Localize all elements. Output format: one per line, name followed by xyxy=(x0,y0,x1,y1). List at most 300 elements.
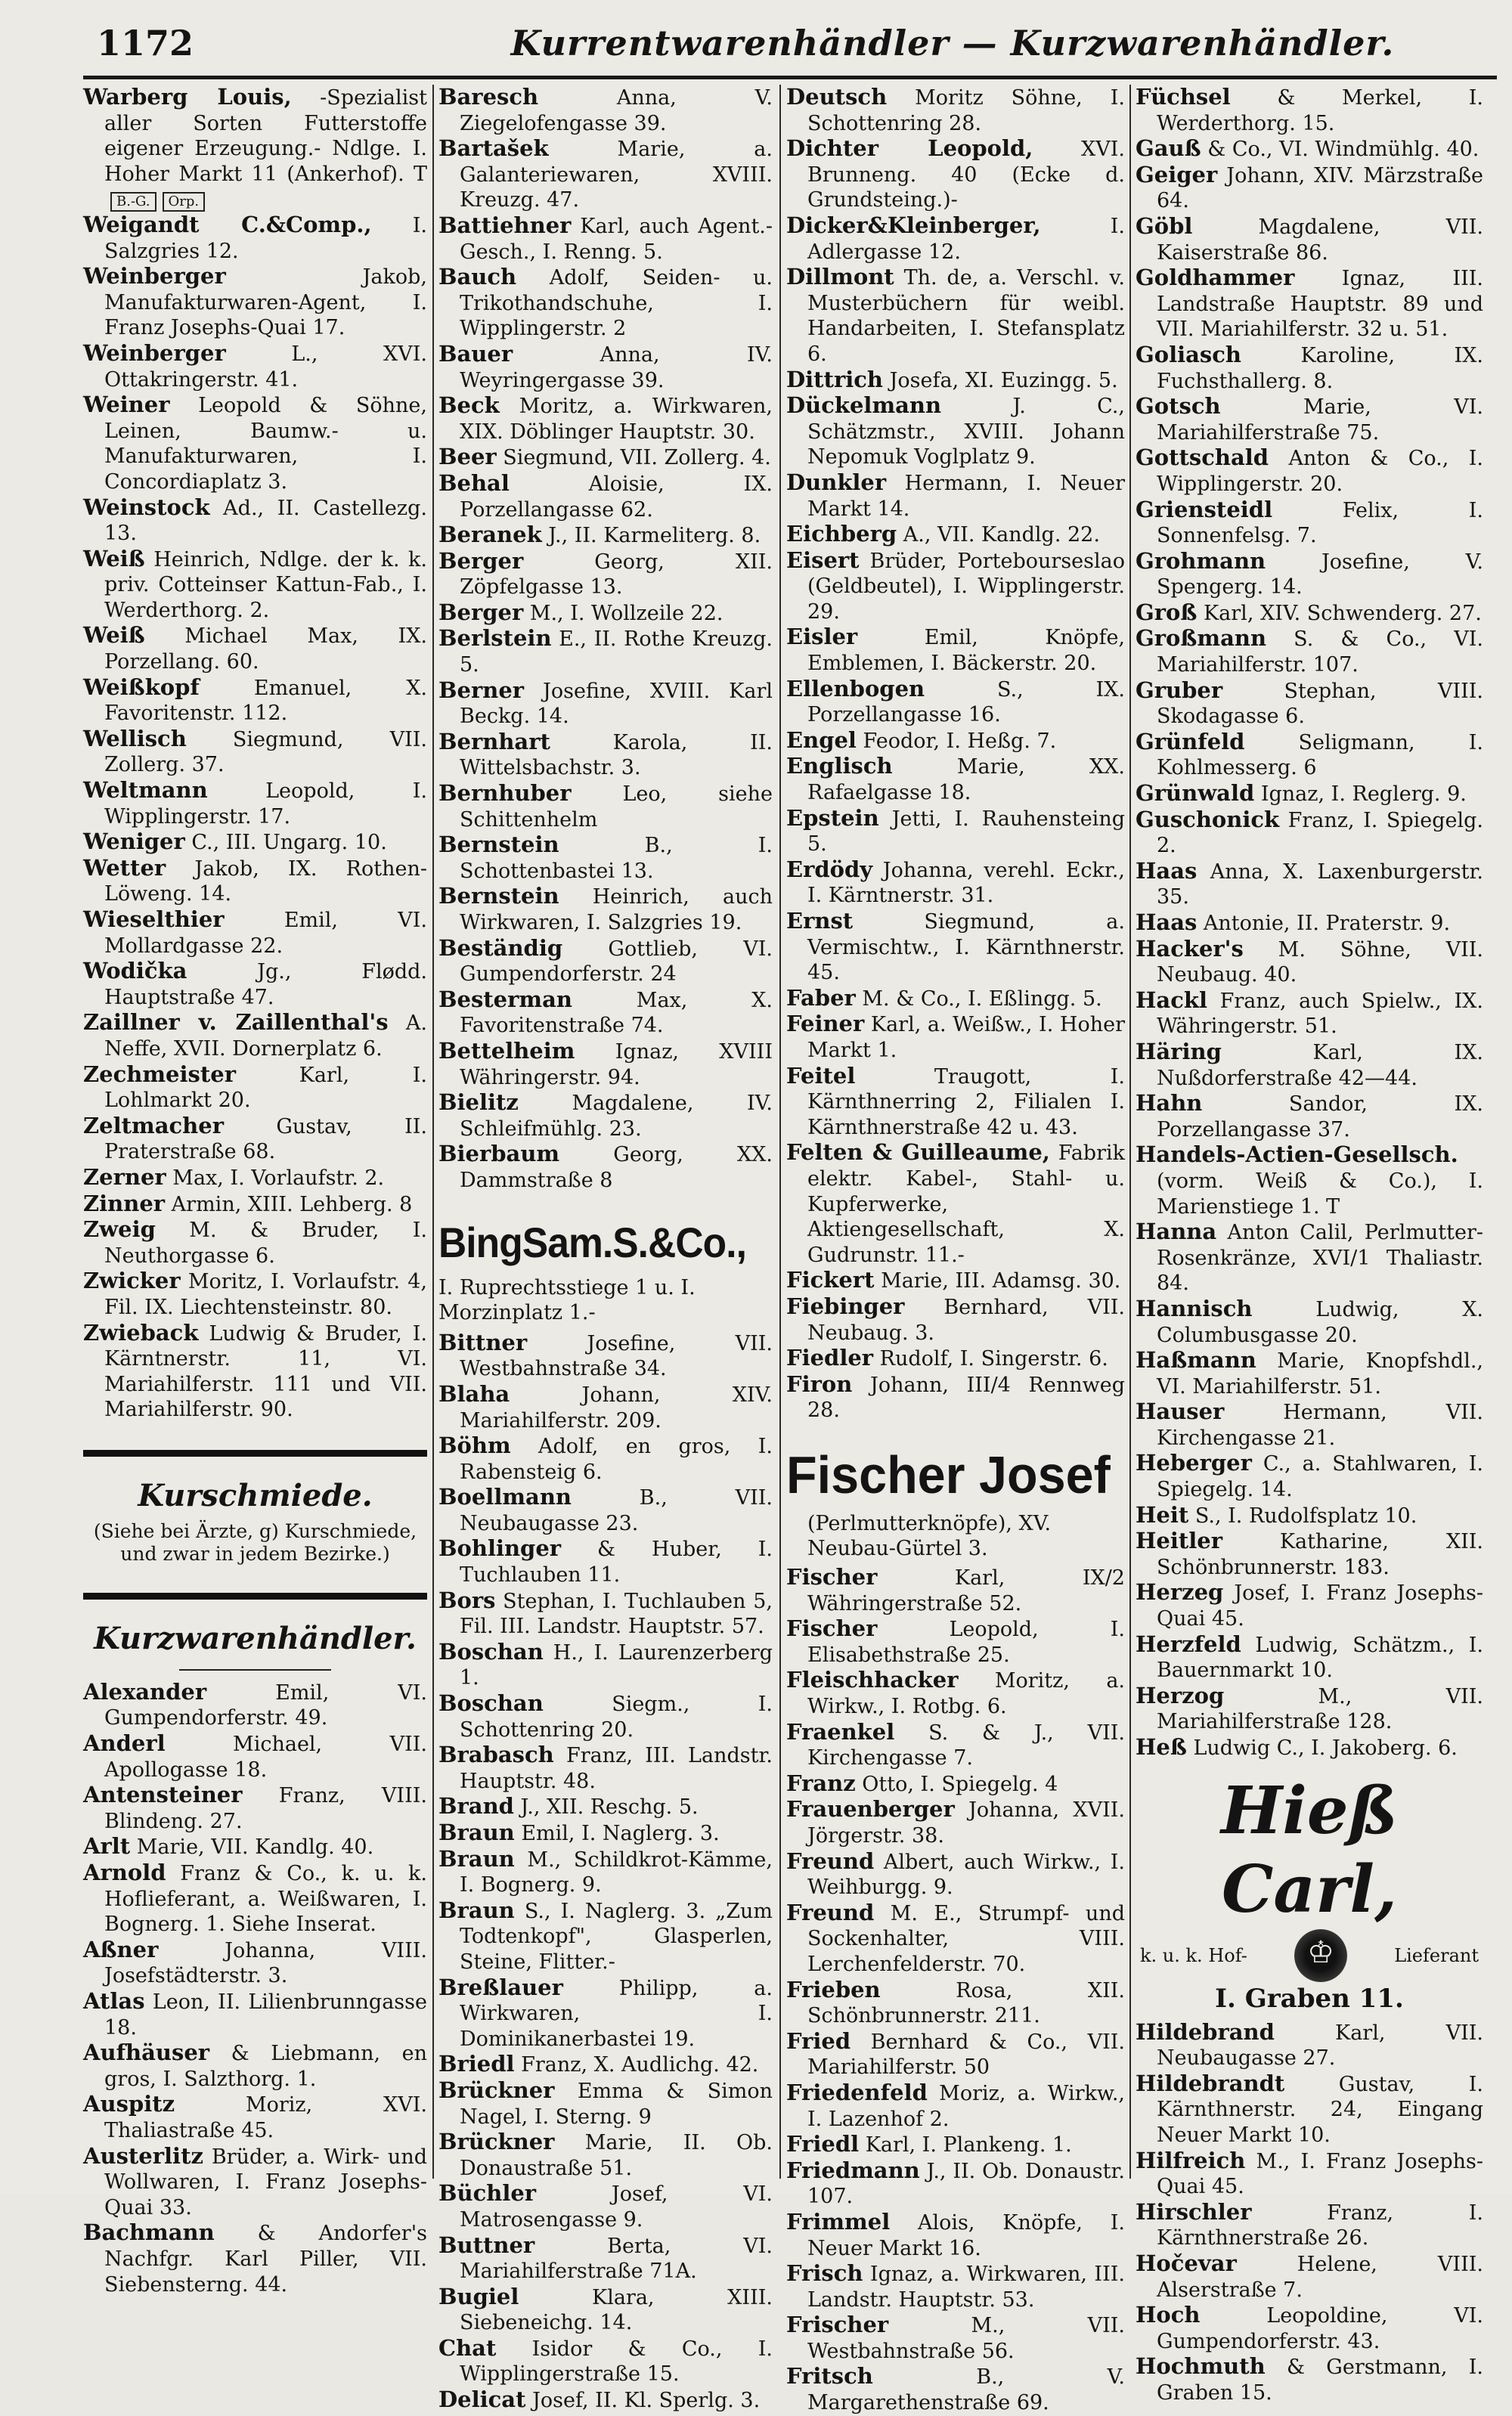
directory-entry xyxy=(83,1165,427,1191)
directory-entry xyxy=(438,1820,773,1847)
directory-entry xyxy=(438,2284,773,2336)
entry-details: Magdalene, IV. Schleifmühlg. 23. xyxy=(460,1092,773,1141)
entry-details: Marie, a. Galanteriewaren, XVIII. Kreuzg. 47. xyxy=(460,138,773,212)
directory-entry xyxy=(786,1294,1125,1346)
directory-entry xyxy=(83,392,427,494)
entry-details: Moriz, a. Wirkw., I. Lazenhof 2. xyxy=(807,2081,1125,2131)
directory-entry xyxy=(83,2220,427,2297)
entry-name: Erdödy xyxy=(786,856,873,882)
entry-details: Leopoldine, VI. Gumpendorferstr. 43. xyxy=(1157,2304,1483,2353)
entry-details: Karl, I. Plankeng. 1. xyxy=(859,2133,1072,2157)
entry-details: Moritz Söhne, I. Schottenring 28. xyxy=(807,86,1125,135)
entry-name: Feitel xyxy=(786,1062,856,1089)
entry-name: Fleischhacker xyxy=(786,1667,959,1693)
entry-name: Zeltmacher xyxy=(83,1112,224,1138)
directory-entry xyxy=(786,2029,1125,2080)
entry-details: Marie, VII. Kandlg. 40. xyxy=(130,1835,374,1860)
entry-name: Bernhart xyxy=(438,728,550,754)
entry-name: Hoch xyxy=(1136,2302,1201,2328)
directory-entry xyxy=(438,2336,773,2387)
directory-entry xyxy=(438,781,773,832)
entry-details: Adolf, Seiden- u. Trikothandschuhe, I. Wipplingerstr. 2 xyxy=(460,266,773,341)
entry-details: Aloisie, IX. Porzellangasse 62. xyxy=(460,472,773,522)
entry-name: Frisch xyxy=(786,2260,863,2287)
entry-details: Siegm., I. Schottenring 20. xyxy=(460,1693,773,1742)
entry-details: Ludwig & Bruder, I. Kärntnerstr. 11, VI. Mariahilferstr. 111 und VII. Mariahilferstr. 90. xyxy=(104,1321,427,1422)
entry-details: I. Salzgries 12. xyxy=(104,213,427,263)
entry-name: Brand xyxy=(438,1793,514,1820)
entry-details: Feodor, I. Heßg. 7. xyxy=(856,729,1057,753)
directory-entry xyxy=(438,471,773,522)
entry-name: Geiger xyxy=(1136,161,1218,187)
directory-entry xyxy=(1136,85,1483,136)
directory-entry xyxy=(83,2092,427,2143)
entry-details: Johann, XIV. Mariahilferstr. 209. xyxy=(460,1383,773,1433)
entry-details: Ignaz, XVIII Währingerstr. 94. xyxy=(460,1039,773,1089)
entry-name: Anderl xyxy=(83,1730,166,1757)
directory-entry xyxy=(1136,2354,1483,2405)
entry-details: Felix, I. Sonnenfelsg. 7. xyxy=(1157,498,1483,548)
directory-entry xyxy=(786,754,1125,805)
entry-details: Johann, XIV. Märzstraße 64. xyxy=(1157,163,1483,213)
entry-name: Frieben xyxy=(786,1976,881,2002)
directory-entry xyxy=(1136,1039,1483,1091)
directory-entry xyxy=(1136,394,1483,445)
entry-details: Traugott, I. Kärnthnerring 2, Filialen I. Kärnthnerstraße 42 u. 43. xyxy=(807,1064,1125,1139)
directory-entry xyxy=(1136,136,1483,163)
entry-details: Bernhard & Co., VII. Mariahilferstr. 50 xyxy=(807,2030,1125,2080)
advertisement-fischer-address: (Perlmutterknöpfe), XV. Neubau-Gürtel 3. xyxy=(807,1511,1052,1561)
directory-entry xyxy=(1136,1091,1483,1142)
column-divider xyxy=(432,85,434,2179)
directory-entry xyxy=(786,548,1125,625)
entry-details: Karl, a. Weißw., I. Hoher Markt 1. xyxy=(807,1013,1125,1062)
directory-entry xyxy=(786,265,1125,367)
directory-entry xyxy=(786,1797,1125,1848)
entry-name: Wodička xyxy=(83,958,187,984)
entry-name: Berner xyxy=(438,677,525,703)
entry-list xyxy=(786,1565,1125,2416)
directory-entry xyxy=(786,986,1125,1012)
entry-name: Freund xyxy=(786,1899,875,1925)
entry-name: Frischer xyxy=(786,2312,889,2338)
directory-entry xyxy=(786,1268,1125,1294)
entry-details: S. & J., VII. Kirchengasse 7. xyxy=(807,1721,1125,1770)
column-1 xyxy=(83,84,427,2297)
entry-details: Emanuel, X. Favoritenstr. 112. xyxy=(104,676,427,726)
entry-name: Hirschler xyxy=(1136,2198,1252,2225)
entry-details: M., VII. Mariahilferstraße 128. xyxy=(1157,1684,1483,1734)
entry-details: Marie, Knopfshdl., VI. Mariahilferstr. 51. xyxy=(1157,1349,1483,1398)
directory-entry xyxy=(1136,1632,1483,1683)
entry-name: Bugiel xyxy=(438,2283,519,2309)
entry-details: M. & Bruder, I. Neuthorgasse 6. xyxy=(104,1219,427,1268)
advertisement-bingsam-address: I. Ruprechtsstiege 1 u. I. Morzinplatz 1.- xyxy=(438,1275,696,1325)
entry-details: Ignaz, I. Reglerg. 9. xyxy=(1254,782,1467,807)
entry-details: Franz, I. Kärnthnerstraße 26. xyxy=(1157,2201,1483,2250)
entry-details: Josefa, XI. Euzingg. 5. xyxy=(883,368,1118,392)
directory-entry xyxy=(83,1834,427,1860)
entry-name: Ellenbogen xyxy=(786,675,925,702)
directory-entry xyxy=(1136,910,1483,937)
entry-details: Josef, I. Franz Josephs-Quai 45. xyxy=(1157,1581,1483,1631)
directory-entry xyxy=(438,2078,773,2129)
entry-details: Moritz, a. Wirkwaren, XIX. Döblinger Hauptstr. 30. xyxy=(460,395,773,444)
entry-details: Josefine, V. Spengerg. 14. xyxy=(1157,550,1483,599)
entry-details: Karl, IX/2 Währingerstraße 52. xyxy=(807,1566,1125,1615)
entry-name: Handels-Actien-Gesellsch. xyxy=(1136,1141,1458,1168)
entry-name: Berger xyxy=(438,599,524,625)
entry-name: Goldhammer xyxy=(1136,265,1295,291)
entry-name: Weiner xyxy=(83,392,170,418)
directory-entry xyxy=(786,2158,1125,2210)
directory-entry xyxy=(438,1330,773,1382)
entry-details: Klara, XIII. Siebeneichg. 14. xyxy=(460,2285,773,2335)
entry-name: Dicker&Kleinberger, xyxy=(786,212,1041,238)
entry-name: Grohmann xyxy=(1136,547,1266,574)
entry-name: Zweig xyxy=(83,1216,156,1243)
entry-details: Gustav, II. Praterstraße 68. xyxy=(104,1114,427,1164)
entry-details: M. & Co., I. Eßlingg. 5. xyxy=(855,987,1102,1011)
entry-details: & Andorfer's Nachfgr. Karl Piller, VII. Siebensterng. 44. xyxy=(104,2222,427,2297)
directory-entry xyxy=(1136,1580,1483,1631)
entry-name: Faber xyxy=(786,984,856,1011)
entry-name: Fritsch xyxy=(786,2363,873,2390)
entry-details: Karl, auch Agent.-Gesch., I. Renng. 5. xyxy=(460,214,773,264)
directory-entry xyxy=(1136,1683,1483,1735)
directory-entry xyxy=(1136,2303,1483,2354)
entry-name: Fried xyxy=(786,2027,851,2054)
entry-details: I. Adlergasse 12. xyxy=(807,214,1125,264)
entry-details: Emil, VI. Gumpendorferstr. 49. xyxy=(104,1680,427,1730)
entry-name: Gotsch xyxy=(1136,393,1221,420)
entry-details: Ad., II. Castellezg. 13. xyxy=(104,496,427,546)
entry-details: Marie, III. Adamsg. 30. xyxy=(874,1269,1121,1293)
entry-name: Weiß xyxy=(83,545,145,571)
entry-name: Hanna xyxy=(1136,1219,1217,1245)
directory-entry xyxy=(786,2080,1125,2132)
entry-name: Friedmann xyxy=(786,2157,920,2183)
directory-entry xyxy=(438,1847,773,1898)
entry-details: Johann, III/4 Rennweg 28. xyxy=(807,1373,1125,1423)
entry-list xyxy=(83,85,427,1423)
directory-entry xyxy=(438,2181,773,2232)
entry-details: Moritz, a. Wirkw., I. Rotbg. 6. xyxy=(807,1669,1125,1719)
entry-details: Philipp, a. Wirkwaren, I. Dominikanerbastei 19. xyxy=(460,1976,773,2051)
entry-details: Stephan, I. Tuchlauben 5, Fil. III. Landstr. Hauptstr. 57. xyxy=(460,1589,773,1639)
entry-name: Arlt xyxy=(83,1833,131,1860)
entry-details: M. E., Strumpf- und Sockenhalter, VIII. Lerchenfelderstr. 70. xyxy=(807,1901,1125,1976)
entry-name: Friedenfeld xyxy=(786,2079,928,2105)
directory-entry xyxy=(786,1064,1125,1141)
entry-name: Frauenberger xyxy=(786,1796,955,1823)
entry-name: Chat xyxy=(438,2334,497,2361)
entry-name: Fickert xyxy=(786,1267,875,1293)
entry-list xyxy=(786,85,1125,1423)
directory-entry xyxy=(786,136,1125,213)
entry-details: XVI. Brunneng. 40 (Ecke d. Grundsteing.)- xyxy=(807,138,1125,212)
entry-name: Beständig xyxy=(438,934,563,961)
directory-entry xyxy=(1136,859,1483,910)
section-heading-kurschmiede: Kurschmiede. xyxy=(138,1477,373,1513)
entry-details: Georg, XX. Dammstraße 8 xyxy=(460,1143,773,1192)
entry-details: (vorm. Weiß & Co.), I. Marienstiege 1. T xyxy=(1157,1169,1483,1219)
entry-name: Boschan xyxy=(438,1638,544,1665)
directory-entry xyxy=(438,1485,773,1536)
entry-details: B., VII. Neubaugasse 23. xyxy=(460,1486,773,1535)
entry-details: Gustav, I. Kärnthnerstr. 24, Eingang Neuer Markt 10. xyxy=(1157,2072,1483,2147)
section-divider xyxy=(83,1593,427,1600)
entry-details: Brüder, Portebourseslao (Geldbeutel), I. Wipplingerstr. 29. xyxy=(807,549,1125,624)
directory-entry xyxy=(438,1382,773,1433)
entry-details: Ignaz, III. Landstraße Hauptstr. 89 und VII. Mariahilferstr. 32 u. 51. xyxy=(1157,267,1483,342)
entry-name: Heß xyxy=(1136,1734,1187,1760)
directory-entry xyxy=(438,1090,773,1141)
entry-name: Fiebinger xyxy=(786,1293,905,1319)
directory-entry xyxy=(83,2144,427,2221)
entry-name: Hacker's xyxy=(1136,935,1244,962)
directory-entry xyxy=(83,675,427,726)
entry-details: Karl, VII. Neubaugasse 27. xyxy=(1157,2021,1483,2071)
entry-details: Karoline, IX. Fuchsthallerg. 8. xyxy=(1157,343,1483,393)
advertisement-hiess-address: I. Graben 11. xyxy=(1215,1983,1404,2014)
directory-entry xyxy=(83,1937,427,1989)
entry-details: Moriz, XVI. Thaliastraße 45. xyxy=(104,2093,427,2142)
section-heading-kurzwarenhaendler: Kurzwarenhändler. xyxy=(94,1620,417,1656)
entry-name: Eisler xyxy=(786,624,858,650)
directory-entry xyxy=(786,1011,1125,1063)
entry-details: Franz, I. Spiegelg. 2. xyxy=(1157,808,1483,858)
directory-entry xyxy=(786,1668,1125,1719)
directory-entry xyxy=(786,470,1125,522)
entry-details: Moritz, I. Vorlaufstr. 4, Fil. IX. Liechtensteinstr. 80. xyxy=(104,1270,427,1319)
entry-name: Hočevar xyxy=(1136,2250,1237,2276)
entry-list xyxy=(438,85,773,1194)
entry-name: Franz xyxy=(786,1770,856,1796)
entry-details: Siegmund, VII. Zollerg. 37. xyxy=(104,727,427,777)
directory-entry xyxy=(1136,445,1483,497)
entry-details: Katharine, XII. Schönbrunnerstr. 183. xyxy=(1157,1530,1483,1579)
entry-name: Warberg Louis, xyxy=(83,84,292,110)
entry-name: Dückelmann xyxy=(786,392,942,419)
directory-entry xyxy=(1136,988,1483,1039)
entry-name: Bittner xyxy=(438,1329,528,1355)
directory-entry xyxy=(83,1783,427,1834)
entry-details: B., I. Schottenbastei 13. xyxy=(460,834,773,883)
entry-name: Bernstein xyxy=(438,883,559,909)
directory-entry xyxy=(83,1062,427,1114)
lieferant-label: Lieferant xyxy=(1394,1944,1479,1966)
entry-name: Eisert xyxy=(786,547,860,573)
entry-details: Sandor, IX. Porzellangasse 37. xyxy=(1157,1092,1483,1141)
entry-details: M., Schildkrot-Kämme, I. Bognerg. 9. xyxy=(460,1848,773,1897)
directory-entry xyxy=(438,678,773,729)
entry-details: Karl, I. Lohlmarkt 20. xyxy=(104,1063,427,1113)
entry-name: Aufhäuser xyxy=(83,2040,210,2066)
directory-entry xyxy=(1136,214,1483,265)
entry-name: Boellmann xyxy=(438,1484,572,1510)
directory-entry xyxy=(786,1771,1125,1798)
entry-name: Büchler xyxy=(438,2180,537,2207)
directory-entry xyxy=(438,1691,773,1742)
directory-entry xyxy=(83,2040,427,2092)
entry-details: Adolf, en gros, I. Rabensteig 6. xyxy=(460,1435,773,1484)
entry-details: M. Söhne, VII. Neubaug. 40. xyxy=(1157,937,1483,987)
directory-entry xyxy=(438,265,773,342)
entry-details: Michael, VII. Apollogasse 18. xyxy=(104,1733,427,1782)
directory-entry xyxy=(83,1860,427,1937)
directory-entry xyxy=(438,393,773,444)
directory-entry xyxy=(438,2387,773,2414)
entry-name: Fiedler xyxy=(786,1345,874,1371)
entry-details: Max, X. Favoritenstraße 74. xyxy=(460,988,773,1038)
directory-entry xyxy=(83,623,427,674)
entry-details: Johanna, verehl. Eckr., I. Kärntnerstr. 31. xyxy=(807,858,1125,908)
advertisement-hiess-row xyxy=(1136,1929,1483,1982)
hof-label: k. u. k. Hof- xyxy=(1140,1944,1247,1966)
entry-name: Grünfeld xyxy=(1136,728,1245,754)
entry-name: Eichberg xyxy=(786,521,897,547)
directory-entry xyxy=(83,907,427,959)
entry-name: Feiner xyxy=(786,1011,865,1037)
entry-name: Groß xyxy=(1136,599,1198,625)
entry-name: Berlstein xyxy=(438,625,552,652)
entry-details: Marie, XX. Rafaelgasse 18. xyxy=(807,755,1125,805)
entry-details: S., I. Rudolfsplatz 10. xyxy=(1188,1504,1418,1528)
directory-entry xyxy=(83,341,427,392)
entry-name: Wetter xyxy=(83,854,166,881)
entry-details: Antonie, II. Praterstr. 9. xyxy=(1197,912,1451,935)
entry-name: Hochmuth xyxy=(1136,2353,1266,2380)
entry-name: Bierbaum xyxy=(438,1141,560,1167)
entry-name: Bauer xyxy=(438,340,513,367)
entry-list xyxy=(83,1680,427,2297)
entry-name: Alexander xyxy=(83,1678,207,1705)
entry-details: & Liebmann, en gros, I. Salzthorg. 1. xyxy=(104,2042,427,2091)
directory-entry xyxy=(1136,937,1483,988)
entry-name: Engel xyxy=(786,726,857,753)
entry-name: Blaha xyxy=(438,1380,510,1407)
directory-entry xyxy=(1136,1142,1483,1219)
directory-entry xyxy=(438,1536,773,1587)
entry-name: Weißkopf xyxy=(83,674,200,700)
entry-details: Rudolf, I. Singerstr. 6. xyxy=(873,1347,1108,1371)
entry-details: Jakob, IX. Rothen-Löweng. 14. xyxy=(104,856,427,906)
entry-name: Bauch xyxy=(438,264,517,290)
entry-name: Weinberger xyxy=(83,263,226,290)
entry-name: Weniger xyxy=(83,829,185,855)
directory-entry xyxy=(786,857,1125,909)
directory-entry xyxy=(1136,2071,1483,2148)
entry-details: & Co., VI. Windmühlg. 40. xyxy=(1201,138,1479,162)
entry-details: Karola, II. Wittelsbachstr. 3. xyxy=(460,730,773,780)
entry-name: Baresch xyxy=(438,84,539,110)
entry-name: Brückner xyxy=(438,2077,555,2103)
entry-name: Haas xyxy=(1136,857,1198,884)
entry-details: Siegmund, a. Vermischtw., I. Kärnthnerstr. 45. xyxy=(807,910,1125,985)
directory-entry xyxy=(83,778,427,829)
entry-name: Zaillner v. Zaillenthal's xyxy=(83,1009,389,1036)
directory-entry xyxy=(438,444,773,471)
entry-name: Dunkler xyxy=(786,469,887,495)
page-number: 1172 xyxy=(97,23,194,63)
entry-name: Zechmeister xyxy=(83,1061,236,1087)
entry-name: Grünwald xyxy=(1136,780,1255,807)
entry-name: Böhm xyxy=(438,1433,511,1459)
entry-details: Karl, XIV. Schwenderg. 27. xyxy=(1197,601,1482,625)
entry-details: Berta, VI. Mariahilferstraße 71A. xyxy=(460,2234,773,2284)
entry-details: Brüder, a. Wirk- und Wollwaren, I. Franz Josephs-Quai 33. xyxy=(104,2145,427,2219)
entry-name: Göbl xyxy=(1136,212,1193,239)
entry-details: A., VII. Kandlg. 22. xyxy=(897,523,1100,547)
entry-name: Bettelheim xyxy=(438,1037,575,1064)
entry-name: Auspitz xyxy=(83,2091,175,2117)
entry-name: Friedl xyxy=(786,2131,860,2157)
entry-name: Weigandt C.&Comp., xyxy=(83,211,372,237)
entry-name: Behal xyxy=(438,469,510,496)
entry-name: Firon xyxy=(786,1371,853,1397)
entry-name: Hildebrandt xyxy=(1136,2070,1285,2096)
directory-entry xyxy=(438,729,773,781)
entry-details: Anton & Co., I. Wipplingerstr. 20. xyxy=(1157,447,1483,496)
entry-name: Zwieback xyxy=(83,1319,199,1346)
directory-entry xyxy=(786,1900,1125,1978)
entry-name: Beck xyxy=(438,392,500,419)
entry-details: C., a. Stahlwaren, I. Spiegelg. 14. xyxy=(1157,1452,1483,1502)
directory-entry xyxy=(786,624,1125,676)
entry-name: Herzog xyxy=(1136,1682,1225,1708)
stamp-label: Orp. xyxy=(163,192,206,212)
directory-entry xyxy=(1136,163,1483,214)
directory-entry xyxy=(786,677,1125,728)
entry-details: Marie, II. Ob. Donaustraße 51. xyxy=(460,2131,773,2180)
entry-name: Bartašek xyxy=(438,135,549,162)
entry-name: Bachmann xyxy=(83,2219,215,2246)
directory-entry xyxy=(786,2261,1125,2312)
entry-details: & Huber, I. Tuchlauben 11. xyxy=(460,1538,773,1587)
entry-details: Emil, VI. Mollardgasse 22. xyxy=(104,909,427,958)
entry-name: Hahn xyxy=(1136,1090,1203,1117)
directory-entry xyxy=(1136,2251,1483,2303)
entry-name: Gruber xyxy=(1136,677,1223,703)
directory-entry xyxy=(786,909,1125,986)
entry-details: S. & Co., VI. Mariahilferstr. 107. xyxy=(1157,627,1483,677)
directory-entry xyxy=(1136,1451,1483,1502)
directory-entry xyxy=(1136,1529,1483,1580)
entry-details: Alois, Knöpfe, I. Neuer Markt 16. xyxy=(807,2210,1125,2260)
entry-details: M., VII. Westbahnstraße 56. xyxy=(807,2314,1125,2363)
entry-name: Boschan xyxy=(438,1690,544,1717)
advertisement-hiess: Hieß Carl, xyxy=(1221,1772,1398,1928)
entry-details: Seligmann, I. Kohlmesserg. 6 xyxy=(1157,730,1483,780)
entry-name: Weiß xyxy=(83,622,145,649)
entry-details: M., I. Wollzeile 22. xyxy=(523,601,723,625)
directory-entry xyxy=(1136,497,1483,549)
heading-rule xyxy=(179,1669,330,1671)
directory-entry xyxy=(83,959,427,1010)
entry-name: Bohlinger xyxy=(438,1535,562,1562)
entry-details: Franz & Co., k. u. k. Hoflieferant, a. Weißwaren, I. Bognerg. 1. Siehe Inserat. xyxy=(104,1862,427,1937)
directory-entry xyxy=(83,495,427,547)
entry-name: Brabasch xyxy=(438,1742,554,1768)
entry-details: Josef, II. Kl. Sperlg. 3. xyxy=(525,2389,761,2413)
directory-entry xyxy=(83,1268,427,1320)
entry-name: Fischer xyxy=(786,1615,878,1642)
entry-name: Braun xyxy=(438,1845,515,1872)
entry-details: Gottlieb, VI. Gumpendorferstr. 24 xyxy=(460,937,773,987)
entry-name: Aßner xyxy=(83,1936,159,1962)
entry-name: Haas xyxy=(1136,909,1198,935)
